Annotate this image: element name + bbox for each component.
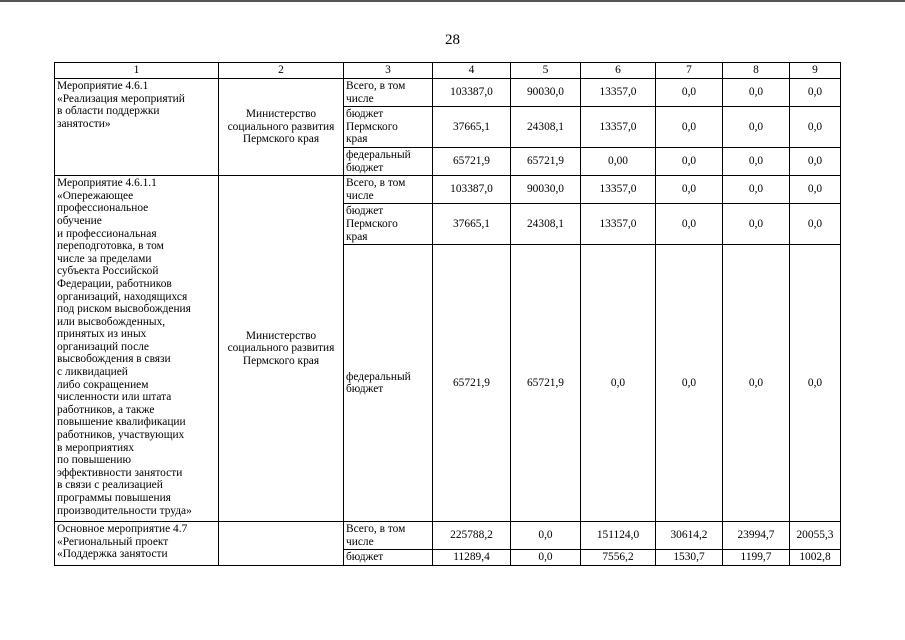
value-cell: 7556,2: [581, 550, 656, 566]
value-cell: 0,0: [723, 204, 790, 245]
header-cell: 4: [433, 63, 511, 79]
top-rule: [0, 0, 905, 2]
value-cell: 0,0: [656, 79, 723, 107]
value-cell: 11289,4: [433, 550, 511, 566]
value-cell: 103387,0: [433, 176, 511, 204]
value-cell: 65721,9: [433, 147, 511, 175]
value-cell: 0,0: [790, 204, 841, 245]
value-cell: 13357,0: [581, 204, 656, 245]
header-row: [55, 63, 841, 79]
ministry-cell: [219, 522, 344, 566]
event-cell: Мероприятие 4.6.1 «Реализация мероприятий в области поддержки занятости»: [55, 79, 219, 176]
value-cell: 20055,3: [790, 522, 841, 550]
value-cell: 1530,7: [656, 550, 723, 566]
value-cell: 90030,0: [511, 79, 581, 107]
header-cell: 7: [656, 63, 723, 79]
page-number: 28: [445, 32, 460, 48]
source-cell: Всего, в том числе: [344, 522, 433, 550]
table-row: [55, 79, 841, 107]
value-cell: 0,0: [656, 147, 723, 175]
table-row: [55, 176, 841, 204]
table-row: [55, 522, 841, 550]
header-cell: 3: [344, 63, 433, 79]
header-cell: 2: [219, 63, 344, 79]
value-cell: 0,0: [723, 176, 790, 204]
value-cell: 30614,2: [656, 522, 723, 550]
value-cell: 37665,1: [433, 107, 511, 148]
event-cell: Мероприятие 4.6.1.1 «Опережающее профессиональное обучение и профессиональная переподготовка, в том числе за пределами субъекта Российской Федерации, работников организаций, находящихся под риском высвобождения или высвобожденных, принятых из иных организаций после высвобождения в связи с ликвидацией либо сокращением численности или штата работников, а также повышение квалификации работников, участвующих в мероприятиях по повышению эффективности занятости в связи с реализацией программы повышения производительности труда»: [55, 176, 219, 522]
value-cell: 23994,7: [723, 522, 790, 550]
value-cell: 1002,8: [790, 550, 841, 566]
value-cell: 0,0: [790, 245, 841, 522]
value-cell: 0,0: [656, 176, 723, 204]
value-cell: 24308,1: [511, 107, 581, 148]
value-cell: 0,0: [656, 107, 723, 148]
value-cell: 0,00: [581, 147, 656, 175]
value-cell: 0,0: [581, 245, 656, 522]
value-cell: 65721,9: [433, 245, 511, 522]
value-cell: 0,0: [723, 107, 790, 148]
value-cell: 0,0: [723, 79, 790, 107]
header-cell: 6: [581, 63, 656, 79]
value-cell: 151124,0: [581, 522, 656, 550]
value-cell: 0,0: [790, 147, 841, 175]
value-cell: 0,0: [511, 522, 581, 550]
value-cell: 0,0: [723, 245, 790, 522]
value-cell: 13357,0: [581, 176, 656, 204]
value-cell: 0,0: [790, 176, 841, 204]
value-cell: 103387,0: [433, 79, 511, 107]
budget-table: [54, 62, 841, 566]
value-cell: 0,0: [656, 245, 723, 522]
header-cell: 9: [790, 63, 841, 79]
value-cell: 0,0: [723, 147, 790, 175]
value-cell: 13357,0: [581, 79, 656, 107]
source-cell: Всего, в том числе: [344, 79, 433, 107]
value-cell: 65721,9: [511, 245, 581, 522]
source-cell: федеральный бюджет: [344, 147, 433, 175]
value-cell: 0,0: [656, 204, 723, 245]
source-cell: Всего, в том числе: [344, 176, 433, 204]
source-cell: бюджет: [344, 550, 433, 566]
source-cell: федеральный бюджет: [344, 245, 433, 522]
value-cell: 0,0: [511, 550, 581, 566]
value-cell: 1199,7: [723, 550, 790, 566]
value-cell: 65721,9: [511, 147, 581, 175]
value-cell: 225788,2: [433, 522, 511, 550]
header-cell: 1: [55, 63, 219, 79]
event-cell: Основное мероприятие 4.7 «Региональный проект «Поддержка занятости: [55, 522, 219, 566]
value-cell: 37665,1: [433, 204, 511, 245]
value-cell: 13357,0: [581, 107, 656, 148]
value-cell: 24308,1: [511, 204, 581, 245]
value-cell: 0,0: [790, 107, 841, 148]
source-cell: бюджет Пермского края: [344, 107, 433, 148]
value-cell: 90030,0: [511, 176, 581, 204]
value-cell: 0,0: [790, 79, 841, 107]
ministry-cell: Министерство социального развития Пермского края: [219, 79, 344, 176]
ministry-cell: Министерство социального развития Пермского края: [219, 176, 344, 522]
header-cell: 8: [723, 63, 790, 79]
source-cell: бюджет Пермского края: [344, 204, 433, 245]
header-cell: 5: [511, 63, 581, 79]
